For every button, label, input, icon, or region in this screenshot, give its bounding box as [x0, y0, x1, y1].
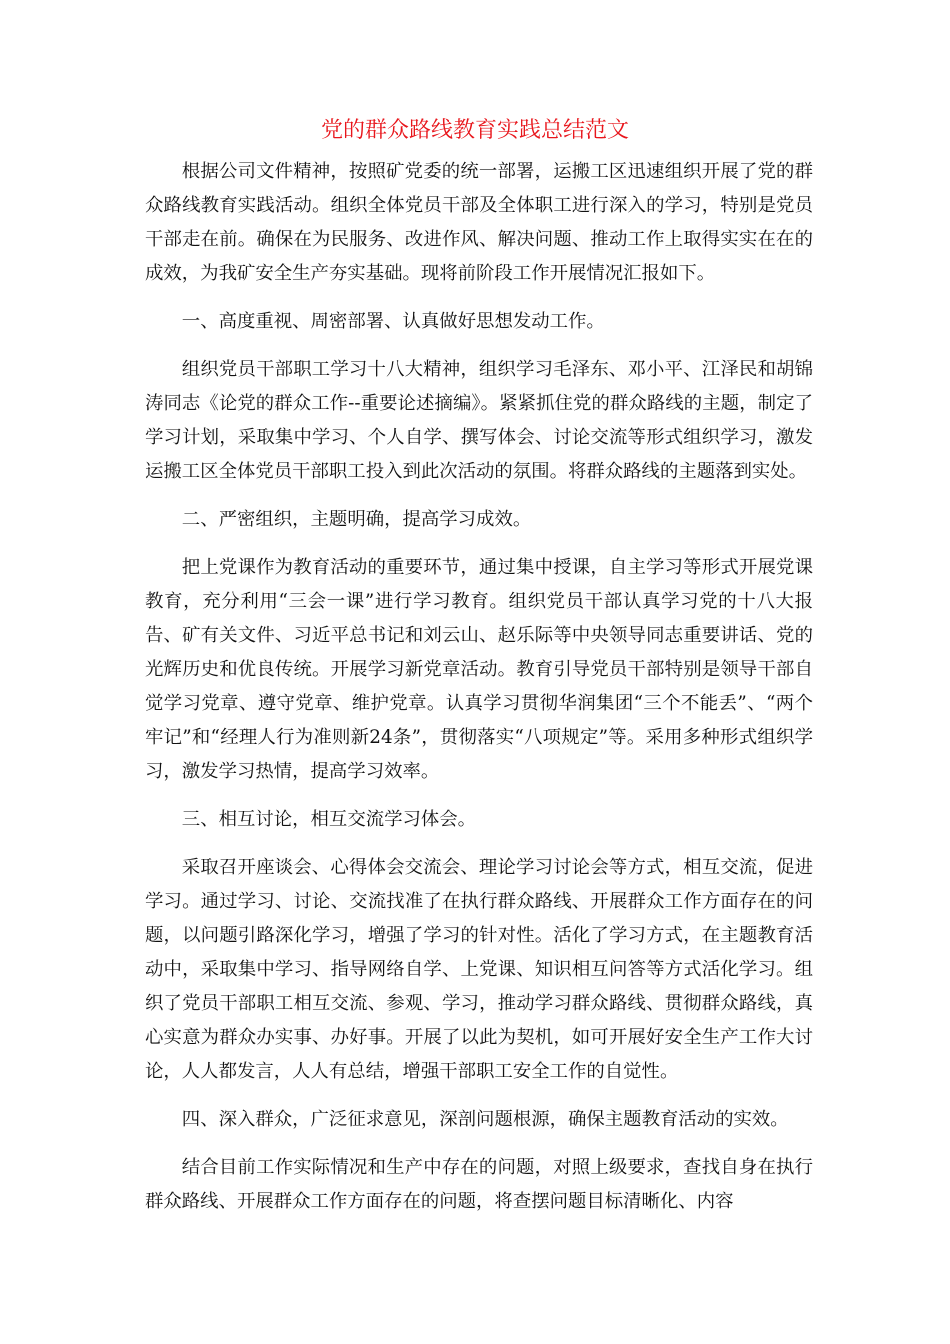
section-body-3: 采取召开座谈会、心得体会交流会、理论学习讨论会等方式，相互交流，促进学习。通过学习、讨论、交流找准了在执行群众路线、开展群众工作方面存在的问题，以问题引路深化学习，增强了学习的针对性。活化了学习方式，在主题教育活动中，采取集中学习、指导网络自学、上党课、知识相互问答等方式活化学习。组织了党员干部职工相互交流、参观、学习，推动学习群众路线、贯彻群众路线，真心实意为群众办实事、办好事。开展了以此为契机，如可开展好安全生产工作大讨论，人人都发言，人人有总结，增强干部职工安全工作的自觉性。	[145, 857, 813, 1082]
section-heading-4: 四、深入群众，广泛征求意见，深剖问题根源，确保主题教育活动的实效。	[181, 1109, 789, 1130]
intro-paragraph: 根据公司文件精神，按照矿党委的统一部署，运搬工区迅速组织开展了党的群众路线教育实践活动。组织全体党员干部及全体职工进行深入的学习，特别是党员干部走在前。确保在为民服务、改进作风、解决问题、推动工作上取得实实在在的成效，为我矿安全生产夯实基础。现将前阶段工作开展情况汇报如下。	[145, 161, 813, 284]
document-title: 党的群众路线教育实践总结范文	[320, 118, 629, 143]
section-heading-2: 二、严密组织，主题明确，提高学习成效。	[181, 509, 532, 530]
section-body-4: 结合目前工作实际情况和生产中存在的问题，对照上级要求，查找自身在执行群众路线、开展群众工作方面存在的问题，将查摆问题目标清晰化、内容	[145, 1157, 813, 1212]
section-heading-1: 一、高度重视、周密部署、认真做好思想发动工作。	[181, 311, 605, 332]
document-body	[145, 155, 813, 1219]
section-body-1: 组织党员干部职工学习十八大精神，组织学习毛泽东、邓小平、江泽民和胡锦涛同志《论党的群众工作--重要论述摘编》。紧紧抓住党的群众路线的主题，制定了学习计划，采取集中学习、个人自学、撰写体会、讨论交流等形式组织学习，激发运搬工区全体党员干部职工投入到此次活动的氛围。将群众路线的主题落到实处。	[145, 359, 813, 482]
section-heading-3: 三、相互讨论，相互交流学习体会。	[181, 809, 477, 830]
section-body-2: 把上党课作为教育活动的重要环节，通过集中授课，自主学习等形式开展党课教育，充分利用“三会一课”进行学习教育。组织党员干部认真学习党的十八大报告、矿有关文件、习近平总书记和刘云山、赵乐际等中央领导同志重要讲话、党的光辉历史和优良传统。开展学习新党章活动。教育引导党员干部特别是领导干部自觉学习党章、遵守党章、维护党章。认真学习贯彻华润集团“三个不能丢”、“两个牢记”和“经理人行为准则新24条”，贯彻落实“八项规定”等。采用多种形式组织学习，激发学习热情，提高学习效率。	[145, 557, 813, 782]
